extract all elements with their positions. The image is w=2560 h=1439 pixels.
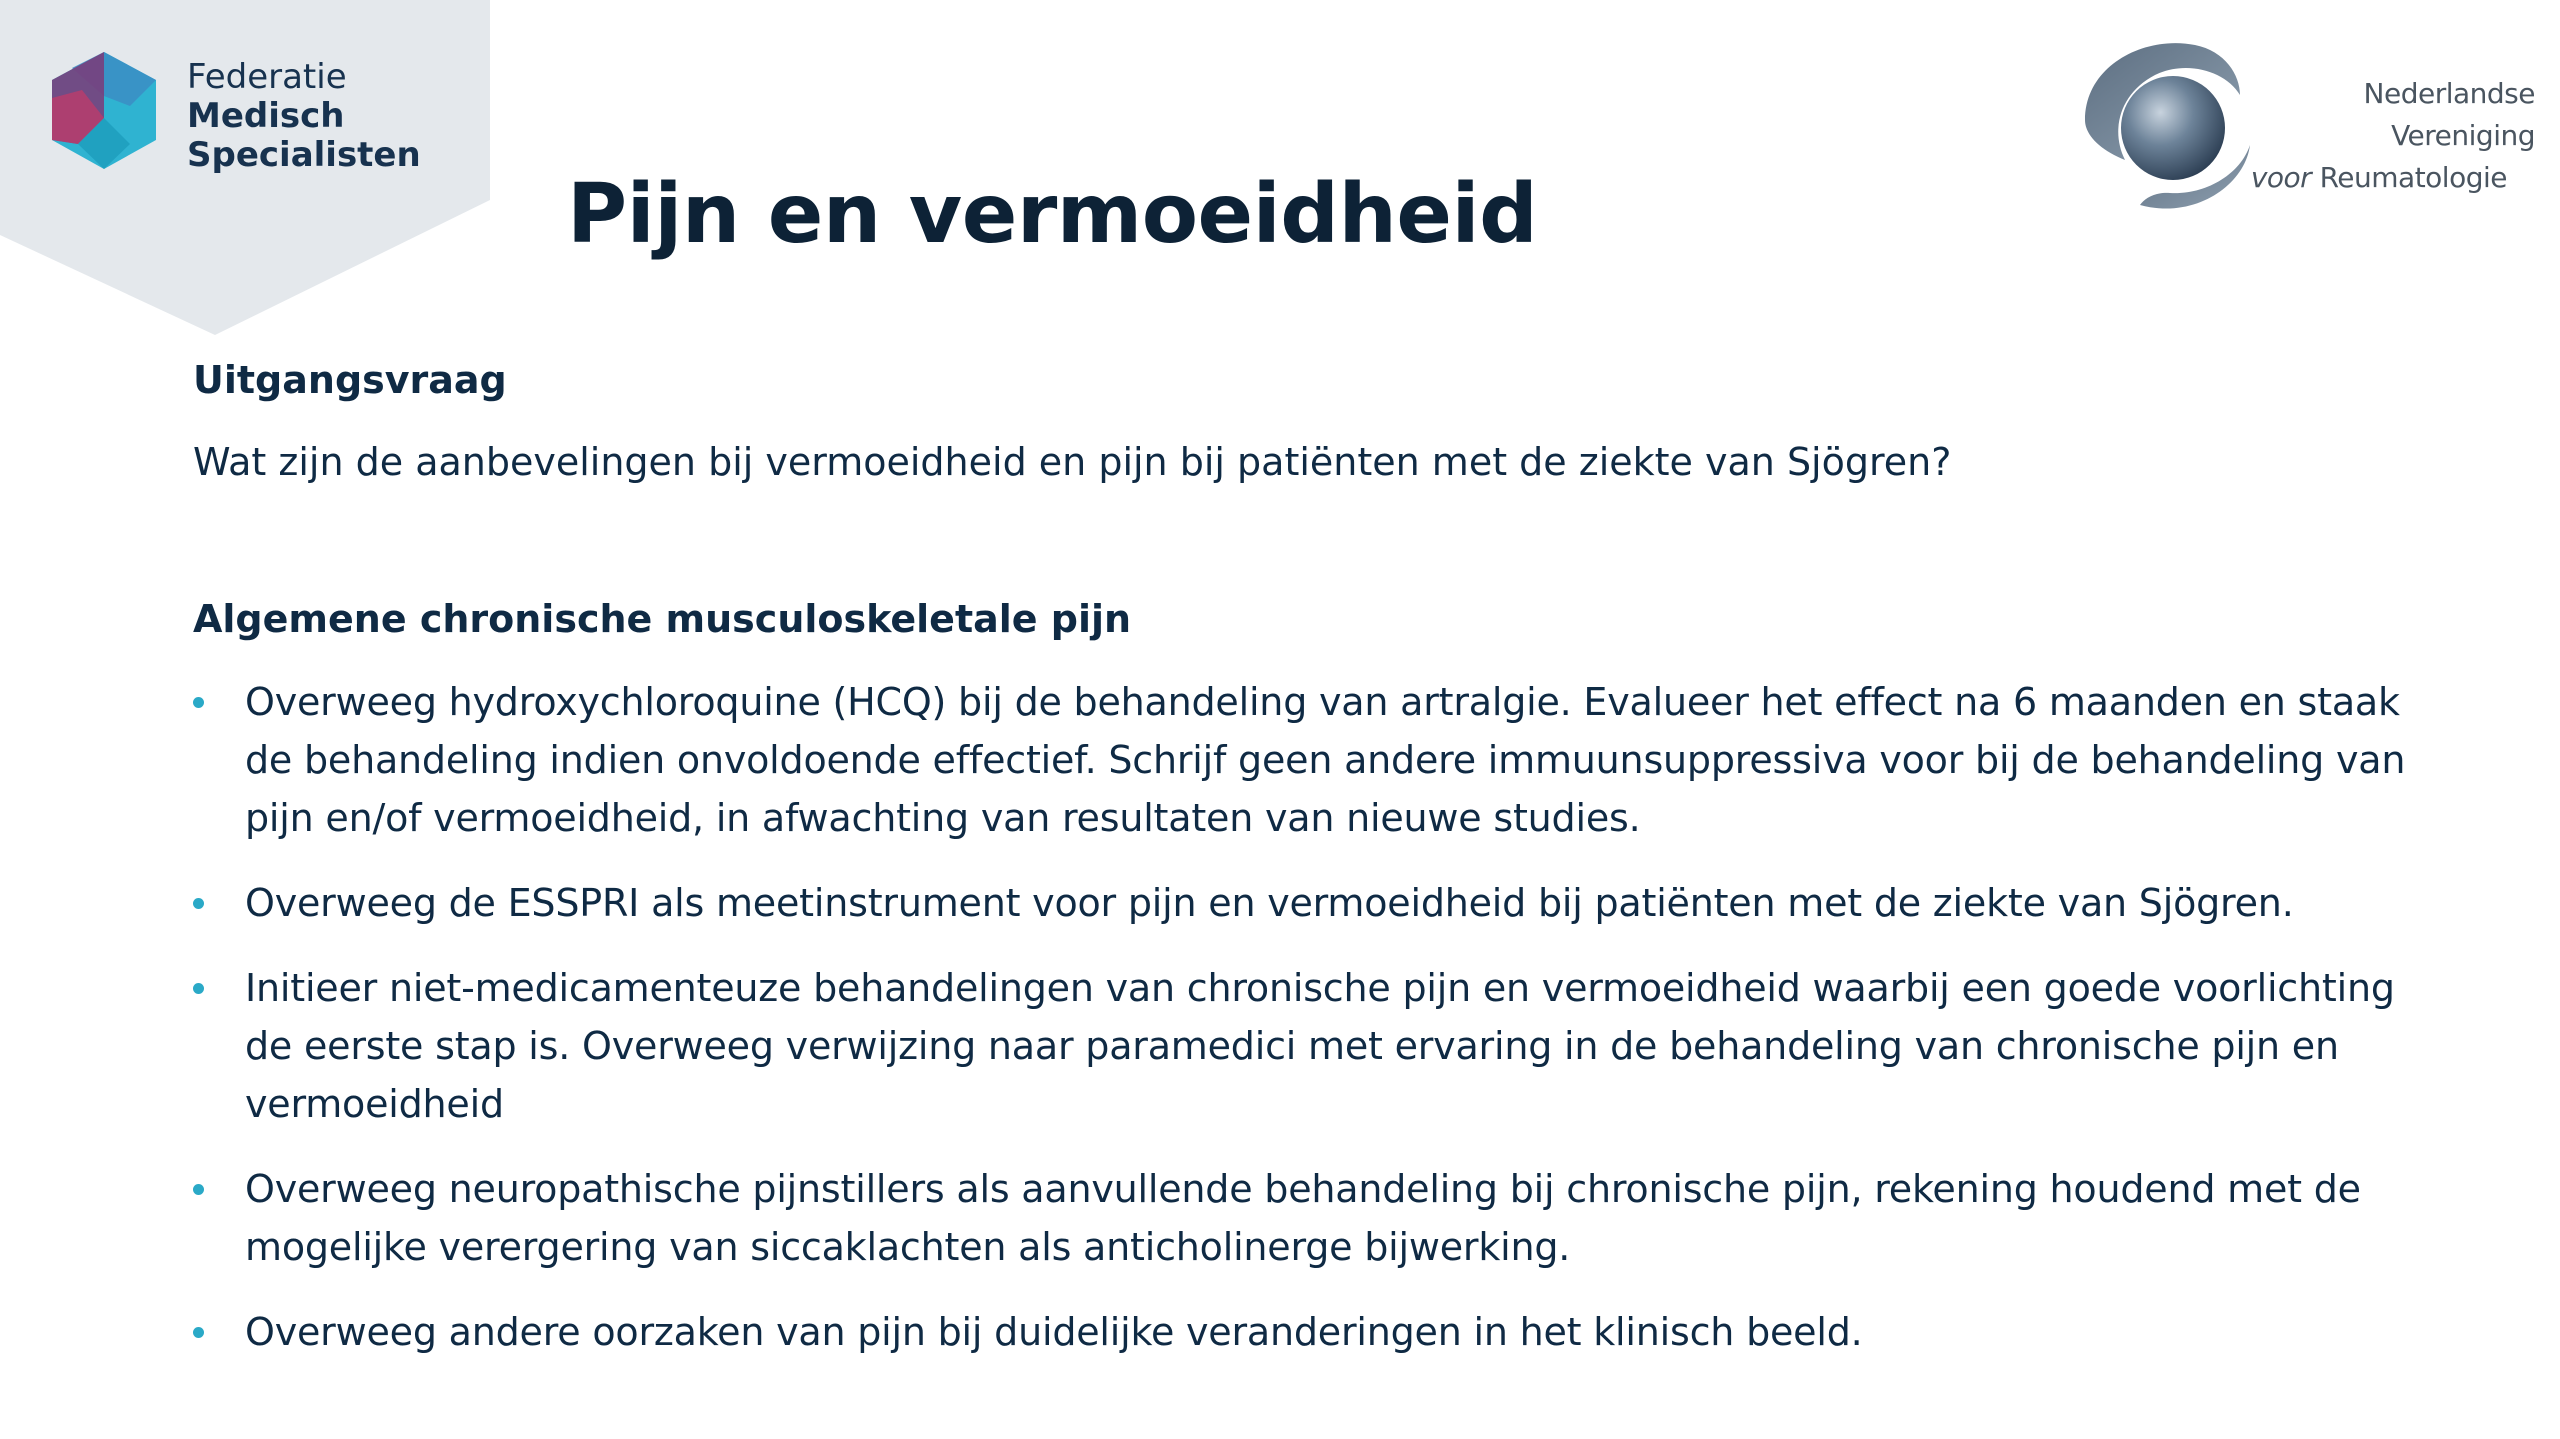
slide-content [193,352,2453,1388]
recommendation-text: Overweeg de ESSPRI als meetinstrument voor pijn en vermoeidheid bij patiënten met de ziekte van Sjögren. [245,881,2294,925]
recommendation-text: Overweeg andere oorzaken van pijn bij duidelijke veranderingen in het klinisch beeld. [245,1310,1863,1354]
list-item [193,673,2453,847]
question-heading: Uitgangsvraag [193,358,507,402]
page-title: Pijn en vermoeidheid [567,167,1538,262]
bullet-icon [193,697,204,708]
recommendations-heading: Algemene chronische musculoskeletale pijn [193,597,1132,641]
nvr-logo-line2-italic: voor [2250,161,2312,194]
bullet-icon [193,1184,204,1195]
nvr-logo-text [2235,73,2535,199]
recommendation-text: Overweeg hydroxychloroquine (HCQ) bij de behandeling van artralgie. Evalueer het effect na 6 maanden en staak de behandeling indien onvoldoende effectief. Schrijf geen andere immuunsuppressiva voor bij de behandeling van pijn en/of vermoeidheid, in afwachting van resultaten van nieuwe studies. [245,680,2406,840]
fms-logo-line1: Federatie [187,57,347,97]
recommendations-list [193,673,2453,1361]
recommendation-text: Overweeg neuropathische pijnstillers als aanvullende behandeling bij chronische pijn, rekening houdend met de mogelijke verergering van siccaklachten als anticholinerge bijwerking. [245,1167,2361,1269]
bullet-icon [193,898,204,909]
fms-logo-panel [0,0,490,335]
fms-logo-text [187,58,421,175]
bullet-icon [193,1327,204,1338]
bullet-icon [193,983,204,994]
list-item [193,874,2453,932]
question-text: Wat zijn de aanbevelingen bij vermoeidheid en pijn bij patiënten met de ziekte van Sjögren? [193,440,1952,484]
list-item [193,1303,2453,1361]
nvr-logo-line2-rest: Reumatologie [2311,161,2507,194]
list-item [193,959,2453,1133]
nvr-logo [2065,35,2535,225]
recommendation-text: Initieer niet-medicamenteuze behandelingen van chronische pijn en vermoeidheid waarbij een goede voorlichting de eerste stap is. Overweeg verwijzing naar paramedici met ervaring in de behandeling van chronische pijn en vermoeidheid [245,966,2395,1126]
list-item [193,1160,2453,1276]
fms-logo-icon [42,48,167,173]
nvr-logo-line2 [2235,157,2535,199]
fms-logo-line3: Specialisten [187,135,421,175]
nvr-logo-line1: Nederlandse Vereniging [2363,77,2535,152]
nvr-logo-icon [2065,35,2260,225]
fms-logo-line2: Medisch [187,96,345,136]
